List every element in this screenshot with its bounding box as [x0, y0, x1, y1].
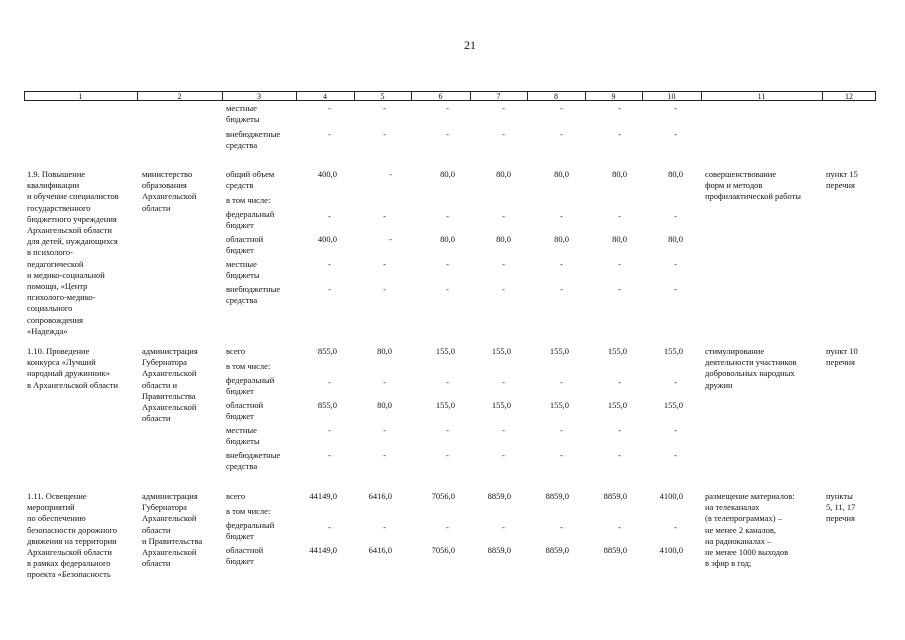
value-dash: -: [560, 376, 563, 387]
value-total: 80,0: [496, 169, 511, 179]
header-col-1: 1: [78, 92, 83, 101]
value-dash: -: [328, 103, 331, 113]
value-total: 155,0: [607, 346, 627, 356]
header-col-11: 11: [757, 92, 766, 101]
value-dash: -: [446, 103, 449, 113]
value-dash: -: [328, 211, 331, 221]
measure-name: 1.11. Освещение мероприятий по обеспечению безопасности дорожного движения на территории Архангельской области в рамках федерального проекта «Безопасность: [27, 491, 117, 580]
value-regional: 44149,0: [309, 544, 337, 555]
value-dash: -: [618, 129, 621, 139]
value-dash: -: [328, 521, 331, 532]
value-dash: -: [328, 284, 331, 294]
value-total: 155,0: [549, 346, 569, 356]
budget-label-total: общий объем средств: [226, 169, 275, 191]
value-regional: 80,0: [612, 234, 627, 244]
value-total: 400,0: [317, 169, 337, 179]
value-dash: -: [618, 424, 621, 435]
value-dash: -: [618, 521, 621, 532]
value-total: 6416,0: [368, 491, 392, 501]
budget-label-regional: областной бюджет: [226, 399, 264, 421]
measure-result: совершенствование форм и методов профилактической работы: [705, 169, 801, 202]
budget-label-total: всего: [226, 491, 246, 501]
budget-label-regional: областной бюджет: [226, 234, 264, 256]
budget-label-extra: внебюджетные средства: [226, 284, 281, 306]
value-dash: -: [502, 449, 505, 460]
value-dash: -: [560, 521, 563, 532]
value-regional: 80,0: [496, 234, 511, 244]
value-regional: 80,0: [554, 234, 569, 244]
budget-label-local: местные бюджеты: [226, 424, 260, 446]
value-total: 155,0: [491, 346, 511, 356]
budget-label-incl: в том числе:: [226, 505, 271, 516]
value-regional: 8859,0: [487, 544, 511, 555]
value-regional: 6416,0: [368, 544, 392, 555]
value-total: -: [389, 169, 392, 179]
value-regional: 80,0: [668, 234, 683, 244]
value-dash: -: [674, 103, 677, 113]
value-dash: -: [560, 129, 563, 139]
measure-executor: министерство образования Архангельской области: [142, 169, 197, 213]
value-total: 80,0: [612, 169, 627, 179]
header-col-5: 5: [380, 92, 385, 101]
value-regional: 400,0: [317, 234, 337, 244]
value-regional: 155,0: [663, 399, 683, 410]
value-total: 8859,0: [545, 491, 569, 501]
value-dash: -: [446, 259, 449, 269]
value-dash: -: [383, 449, 386, 460]
value-dash: -: [383, 129, 386, 139]
measure-item-ref: пункты 5, 11, 17 перечня: [826, 491, 856, 524]
value-dash: -: [446, 424, 449, 435]
header-col-4: 4: [323, 92, 327, 101]
value-dash: -: [383, 103, 386, 113]
measure-item-ref: пункт 10 перечня: [826, 346, 858, 368]
value-total: 155,0: [663, 346, 683, 356]
header-col-2: 2: [177, 92, 182, 101]
value-dash: -: [560, 424, 563, 435]
header-col-3: 3: [257, 92, 261, 101]
value-dash: -: [674, 284, 677, 294]
header-col-6: 6: [438, 92, 443, 101]
value-dash: -: [383, 211, 386, 221]
value-regional: 8859,0: [545, 544, 569, 555]
value-regional: -: [389, 234, 392, 244]
value-total: 80,0: [440, 169, 455, 179]
value-dash: -: [502, 129, 505, 139]
value-dash: -: [383, 376, 386, 387]
value-dash: -: [446, 211, 449, 221]
value-dash: -: [618, 284, 621, 294]
value-total: 80,0: [377, 346, 392, 356]
value-total: 8859,0: [603, 491, 627, 501]
value-regional: 155,0: [435, 399, 455, 410]
value-dash: -: [446, 521, 449, 532]
value-total: 155,0: [435, 346, 455, 356]
value-dash: -: [502, 259, 505, 269]
value-regional: 80,0: [377, 399, 392, 410]
measure-name: 1.9. Повышение квалификации и обучение специалистов государственного бюджетного учреждения Архангельской области для детей, нуждающихся в психолого- педагогической и медико-социальной помощи, «Центр психолого-медико- социального сопровождения «Надежда»: [27, 169, 119, 336]
value-dash: -: [328, 259, 331, 269]
value-dash: -: [446, 129, 449, 139]
value-dash: -: [674, 129, 677, 139]
value-dash: -: [560, 103, 563, 113]
value-regional: 4100,0: [659, 544, 683, 555]
value-dash: -: [446, 284, 449, 294]
measure-executor: администрация Губернатора Архангельской области и Правительства Архангельской области: [142, 491, 203, 569]
budget-label-incl: в том числе:: [226, 360, 271, 371]
value-dash: -: [560, 211, 563, 221]
value-dash: -: [383, 259, 386, 269]
measure-result: стимулирование деятельности участников добровольных народных дружин: [705, 346, 797, 390]
value-dash: -: [674, 449, 677, 460]
budget-label-extra: внебюджетные средства: [226, 129, 281, 151]
value-dash: -: [383, 424, 386, 435]
value-dash: -: [328, 424, 331, 435]
value-dash: -: [502, 211, 505, 221]
value-dash: -: [618, 376, 621, 387]
value-dash: -: [674, 521, 677, 532]
measure-name: 1.10. Проведение конкурса «Лучший народный дружинник» в Архангельской области: [27, 346, 119, 390]
value-dash: -: [328, 376, 331, 387]
value-dash: -: [502, 424, 505, 435]
value-dash: -: [383, 284, 386, 294]
value-dash: -: [502, 284, 505, 294]
value-total: 80,0: [668, 169, 683, 179]
budget-label-federal: федеральный бюджет: [226, 374, 275, 396]
value-regional: 8859,0: [603, 544, 627, 555]
value-dash: -: [328, 129, 331, 139]
value-total: 80,0: [554, 169, 569, 179]
value-total: 44149,0: [309, 491, 337, 501]
value-regional: 155,0: [549, 399, 569, 410]
value-total: 7056,0: [431, 491, 455, 501]
value-dash: -: [446, 376, 449, 387]
page-number: 21: [464, 38, 476, 52]
header-col-12: 12: [845, 92, 853, 101]
value-dash: -: [618, 211, 621, 221]
value-dash: -: [674, 424, 677, 435]
value-dash: -: [502, 376, 505, 387]
value-total: 4100,0: [659, 491, 683, 501]
budget-label-extra: внебюджетные средства: [226, 449, 281, 471]
value-dash: -: [502, 521, 505, 532]
budget-label-federal: федеральный бюджет: [226, 209, 275, 231]
value-dash: -: [674, 259, 677, 269]
measure-executor: администрация Губернатора Архангельской области и Правительства Архангельской области: [142, 346, 198, 424]
value-dash: -: [560, 284, 563, 294]
budget-label-local: местные бюджеты: [226, 103, 260, 125]
budget-label-incl: в том числе:: [226, 195, 271, 205]
value-regional: 855,0: [317, 399, 337, 410]
budget-label-federal: федеральный бюджет: [226, 519, 275, 541]
value-dash: -: [560, 449, 563, 460]
value-regional: 155,0: [607, 399, 627, 410]
value-regional: 155,0: [491, 399, 511, 410]
value-dash: -: [502, 103, 505, 113]
measure-item-ref: пункт 15 перечня: [826, 169, 858, 191]
header-col-7: 7: [496, 92, 501, 101]
measure-result: размещение материалов: на телеканалах (в телепрограммах) – не менее 2 каналов, на радиоканалах – не менее 1000 выходов в эфир в год;: [705, 491, 795, 569]
value-dash: -: [383, 521, 386, 532]
value-dash: -: [674, 211, 677, 221]
value-regional: 80,0: [440, 234, 455, 244]
header-col-8: 8: [554, 92, 558, 101]
value-dash: -: [618, 259, 621, 269]
value-dash: -: [328, 449, 331, 460]
header-col-10: 10: [667, 92, 676, 101]
budget-label-total: всего: [226, 346, 246, 356]
value-dash: -: [674, 376, 677, 387]
value-regional: 7056,0: [431, 544, 455, 555]
budget-label-regional: областной бюджет: [226, 544, 264, 566]
value-total: 855,0: [317, 346, 337, 356]
value-dash: -: [618, 103, 621, 113]
budget-label-local: местные бюджеты: [226, 259, 260, 281]
value-dash: -: [618, 449, 621, 460]
value-dash: -: [560, 259, 563, 269]
value-total: 8859,0: [487, 491, 511, 501]
header-col-9: 9: [611, 92, 616, 101]
value-dash: -: [446, 449, 449, 460]
